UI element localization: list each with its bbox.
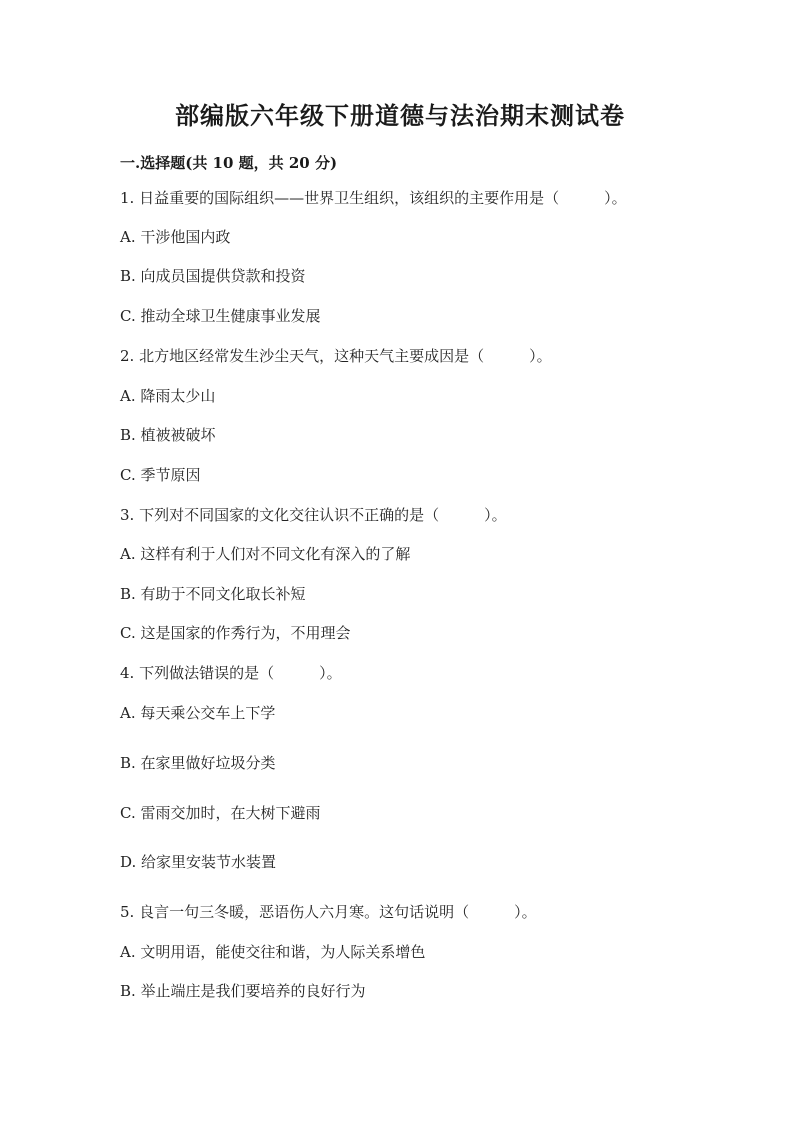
question-1-option-c: C. 推动全球卫生健康事业发展	[120, 307, 321, 325]
question-5-option-a: A. 文明用语，能使交往和谐，为人际关系增色	[120, 943, 426, 961]
question-4-option-a: A. 每天乘公交车上下学	[120, 704, 276, 722]
question-4-option-c: C. 雷雨交加时，在大树下避雨	[120, 804, 321, 822]
question-1-option-b: B. 向成员国提供贷款和投资	[120, 267, 306, 285]
question-3-option-b: B. 有助于不同文化取长补短	[120, 585, 306, 603]
question-5-stem: 5. 良言一句三冬暖，恶语伤人六月寒。这句话说明（ ）。	[120, 903, 537, 921]
question-2-option-b: B. 植被被破坏	[120, 426, 216, 444]
question-4-option-b: B. 在家里做好垃圾分类	[120, 754, 276, 772]
question-5-option-b: B. 举止端庄是我们要培养的良好行为	[120, 982, 366, 1000]
document-title: 部编版六年级下册道德与法治期末测试卷	[175, 101, 625, 130]
question-1-stem: 1. 日益重要的国际组织——世界卫生组织，该组织的主要作用是（ ）。	[120, 189, 627, 207]
question-3-stem: 3. 下列对不同国家的文化交往认识不正确的是（ ）。	[120, 506, 507, 524]
section-heading: 一.选择题(共 10 题，共 20 分)	[120, 154, 338, 172]
question-4-option-d: D. 给家里安装节水装置	[120, 853, 277, 871]
question-3-option-a: A. 这样有利于人们对不同文化有深入的了解	[120, 545, 411, 563]
question-2-option-c: C. 季节原因	[120, 466, 201, 484]
question-2-stem: 2. 北方地区经常发生沙尘天气，这种天气主要成因是（ ）。	[120, 347, 552, 365]
question-3-option-c: C. 这是国家的作秀行为，不用理会	[120, 624, 351, 642]
question-1-option-a: A. 干涉他国内政	[120, 228, 231, 246]
question-2-option-a: A. 降雨太少山	[120, 387, 216, 405]
question-4-stem: 4. 下列做法错误的是（ ）。	[120, 664, 342, 682]
